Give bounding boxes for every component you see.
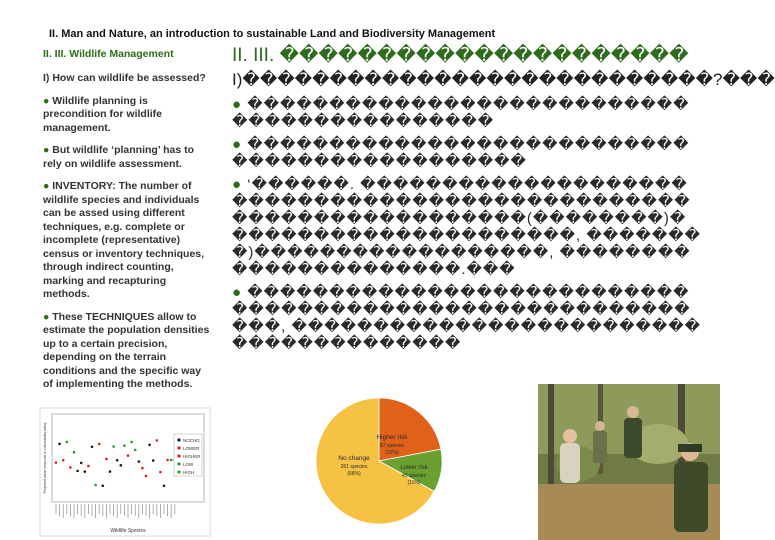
bullet-text: ����������������������������������������������������������, ��������������������������������������� bbox=[232, 284, 701, 352]
bullet-marker: ● bbox=[43, 94, 50, 107]
bullet-translated-1 bbox=[232, 96, 702, 130]
scatter-point bbox=[102, 484, 105, 487]
scatter-point bbox=[73, 451, 76, 454]
scatter-point bbox=[159, 471, 162, 474]
legend-swatch bbox=[177, 454, 180, 457]
x-axis-label: Wildlife Species bbox=[110, 528, 146, 534]
bullet-marker: ● bbox=[232, 96, 243, 113]
bullet-marker: ● bbox=[43, 310, 50, 323]
x-tick-label bbox=[167, 504, 168, 516]
x-tick-label bbox=[70, 504, 71, 516]
x-tick-label bbox=[135, 504, 136, 516]
scatter-point bbox=[138, 460, 141, 463]
chart-legend bbox=[174, 434, 202, 476]
right-column bbox=[232, 44, 775, 358]
scatter-point bbox=[120, 464, 123, 467]
slice-detail: 87 species bbox=[380, 443, 404, 449]
scatter-point bbox=[123, 444, 126, 447]
scatter-point bbox=[94, 484, 97, 487]
x-tick-label bbox=[106, 504, 107, 518]
bullet-text: These TECHNIQUES allow to estimate the population densities up to a certain precision, depending on the terrain conditions and the specific way of implementing the methods. bbox=[43, 310, 210, 390]
legend-swatch bbox=[177, 470, 180, 473]
y-axis-label: Projected mean response to vulnerability rating bbox=[43, 422, 47, 494]
scatter-point bbox=[69, 466, 72, 469]
x-tick-label bbox=[124, 504, 125, 516]
bullet-marker: ● bbox=[43, 144, 50, 156]
slice-label: Lower risk bbox=[400, 465, 428, 471]
x-tick-label bbox=[84, 504, 85, 518]
x-tick-label bbox=[95, 504, 96, 518]
question-translated: I)���������������������������?��� bbox=[232, 70, 775, 89]
x-tick-label bbox=[102, 504, 103, 516]
x-tick-label bbox=[164, 504, 165, 514]
bullet-1 bbox=[43, 95, 213, 136]
scatter-point bbox=[55, 461, 58, 464]
legend-label: LOW bbox=[183, 462, 194, 467]
legend-swatch bbox=[177, 462, 180, 465]
species-scatter-chart bbox=[40, 408, 210, 536]
x-tick-label bbox=[120, 504, 121, 514]
x-tick-label bbox=[156, 504, 157, 516]
scatter-point bbox=[58, 442, 61, 445]
x-tick-label bbox=[138, 504, 139, 518]
legend-label: HIGHER bbox=[183, 454, 201, 459]
bullet-marker: ● bbox=[232, 136, 243, 153]
x-tick-label bbox=[110, 504, 111, 514]
x-tick-label bbox=[66, 504, 67, 514]
x-tick-label bbox=[81, 504, 82, 516]
scatter-point bbox=[127, 454, 130, 457]
x-tick-label bbox=[149, 504, 150, 518]
slice-label: Higher risk bbox=[376, 434, 408, 441]
scatter-point bbox=[105, 458, 108, 461]
question-text: I) How can wildlife be assessed? bbox=[43, 72, 206, 84]
scatter-point bbox=[145, 475, 148, 478]
slice-pct: (11%) bbox=[407, 480, 421, 486]
bullet-marker: ● bbox=[232, 284, 243, 301]
x-tick-label bbox=[113, 504, 114, 516]
scatter-point bbox=[166, 459, 169, 462]
forest-photo bbox=[538, 384, 720, 540]
scatter-point bbox=[134, 449, 137, 452]
x-tick-label bbox=[74, 504, 75, 518]
scatter-point bbox=[62, 459, 65, 462]
bullet-marker: ● bbox=[232, 176, 243, 193]
pie-slices bbox=[316, 398, 442, 524]
legend-label: LOWER bbox=[183, 446, 200, 451]
scatter-point bbox=[152, 459, 155, 462]
slice-pct: (22%) bbox=[385, 450, 399, 456]
legend-label: HIGH bbox=[183, 470, 195, 475]
section-title: II. III. Wildlife Management bbox=[43, 48, 174, 60]
scatter-point bbox=[141, 467, 144, 470]
x-tick-label bbox=[88, 504, 89, 514]
bullet-text: ��������������������������������������������� bbox=[232, 136, 690, 170]
x-tick-label bbox=[146, 504, 147, 516]
legend-swatch bbox=[177, 438, 180, 441]
legend-label: NOCHG bbox=[183, 438, 200, 443]
scatter-point bbox=[112, 445, 115, 448]
scatter-point bbox=[109, 470, 112, 473]
scatter-point bbox=[80, 462, 83, 465]
scatter-point bbox=[130, 441, 133, 444]
legend-swatch bbox=[177, 446, 180, 449]
x-tick-label bbox=[174, 504, 175, 514]
bullet-marker: ● bbox=[43, 180, 50, 192]
bullet-text: Wildlife planning is precondition for wildlife management. bbox=[43, 94, 162, 134]
x-tick-label bbox=[171, 504, 172, 518]
scatter-point bbox=[163, 484, 166, 487]
bullet-translated-2 bbox=[232, 136, 702, 170]
scatter-point bbox=[91, 446, 94, 449]
x-tick-label bbox=[92, 504, 93, 516]
slide-header: II. Man and Nature, an introduction to sustainable Land and Biodiversity Management bbox=[49, 28, 496, 40]
x-tick-label bbox=[117, 504, 118, 518]
x-tick-label bbox=[128, 504, 129, 518]
x-tick-label bbox=[99, 504, 100, 514]
scatter-point bbox=[170, 459, 173, 462]
x-tick-label bbox=[59, 504, 60, 516]
scatter-point bbox=[76, 470, 79, 473]
scatter-point bbox=[84, 470, 87, 473]
slice-pct: (66%) bbox=[347, 471, 361, 477]
scatter-point bbox=[116, 459, 119, 462]
bullet-text: ������������������������������������������� bbox=[232, 96, 690, 130]
scatter-point bbox=[87, 465, 90, 468]
bullet-translated-4 bbox=[232, 284, 702, 352]
bullet-4 bbox=[43, 311, 213, 392]
slice-detail: 261 species bbox=[340, 464, 368, 470]
x-tick-label bbox=[56, 504, 57, 514]
left-column bbox=[43, 48, 213, 401]
scatter-point bbox=[156, 439, 159, 442]
bullet-3 bbox=[43, 180, 213, 302]
x-tick-label bbox=[63, 504, 64, 518]
x-tick-label bbox=[153, 504, 154, 514]
x-tick-label bbox=[142, 504, 143, 514]
scatter-point bbox=[98, 443, 101, 446]
x-tick-label bbox=[131, 504, 132, 514]
risk-pie-chart bbox=[314, 386, 444, 536]
section-title-translated: II. III. ��������������������� bbox=[232, 45, 689, 66]
bullet-text: But wildlife ‘planning’ has to rely on wildlife assessment. bbox=[43, 144, 195, 170]
scatter-point bbox=[66, 441, 69, 444]
x-tick-label bbox=[77, 504, 78, 514]
slice-detail: 45 species bbox=[402, 473, 426, 479]
bullet-text: ‘������. ������������������������������������������������������������������(��������)����������������������, ��������)������������������, ����������������������.��� bbox=[232, 176, 701, 278]
x-tick-label bbox=[160, 504, 161, 518]
bullet-text: INVENTORY: The number of wildlife species and individuals can be assed using different techniques, e.g. complete or incomplete (representative) census or inventory techniques, through indirect counting, marking and recapturing methods. bbox=[43, 180, 205, 300]
slice-label: No change bbox=[338, 455, 370, 462]
scatter-point bbox=[148, 444, 151, 447]
bullet-translated-3 bbox=[232, 176, 702, 278]
bullet-2 bbox=[43, 144, 213, 171]
